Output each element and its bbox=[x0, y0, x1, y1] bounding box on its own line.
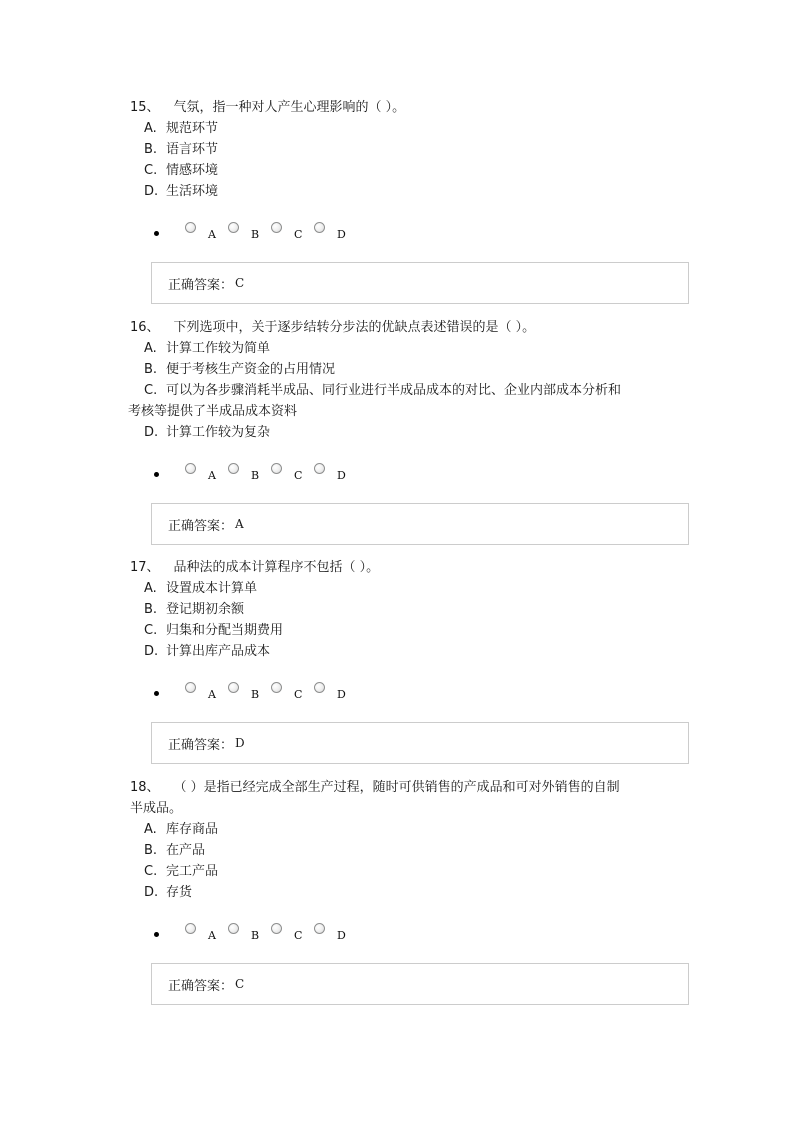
question-16 bbox=[130, 317, 670, 545]
radio-label[interactable]: C bbox=[294, 929, 303, 942]
option-letter: C. bbox=[144, 864, 158, 879]
radio-choice-a[interactable] bbox=[185, 463, 222, 482]
option-d bbox=[130, 181, 670, 202]
option-d bbox=[130, 641, 670, 662]
radio-label[interactable]: C bbox=[294, 228, 303, 241]
radio-label[interactable]: D bbox=[337, 688, 346, 701]
option-text: 语言环节 bbox=[166, 142, 219, 157]
option-c bbox=[130, 620, 670, 641]
option-b bbox=[130, 840, 670, 861]
option-text: 完工产品 bbox=[166, 864, 219, 879]
option-letter: A. bbox=[144, 822, 157, 837]
option-text: 存货 bbox=[166, 885, 193, 900]
option-text: 生活环境 bbox=[166, 184, 219, 199]
question-number: 15、 bbox=[130, 100, 160, 115]
option-letter: B. bbox=[144, 142, 158, 157]
radio-button[interactable] bbox=[314, 682, 325, 693]
radio-button[interactable] bbox=[185, 682, 196, 693]
radio-choice-b[interactable] bbox=[228, 682, 265, 701]
radio-button[interactable] bbox=[314, 463, 325, 474]
option-letter: A. bbox=[144, 581, 157, 596]
option-letter: A. bbox=[144, 121, 157, 136]
radio-choice-d[interactable] bbox=[314, 463, 351, 482]
radio-choice-b[interactable] bbox=[228, 463, 265, 482]
radio-button[interactable] bbox=[228, 923, 239, 934]
correct-answer-value: D bbox=[235, 736, 245, 750]
option-text: 便于考核生产资金的占用情况 bbox=[166, 362, 336, 377]
question-18 bbox=[130, 777, 670, 1005]
option-text: 情感环境 bbox=[166, 163, 219, 178]
option-a bbox=[130, 578, 670, 599]
correct-answer-value: A bbox=[235, 517, 244, 531]
radio-choice-d[interactable] bbox=[314, 222, 351, 241]
option-text: 归集和分配当期费用 bbox=[166, 623, 284, 638]
option-a bbox=[130, 819, 670, 840]
correct-answer-box bbox=[151, 722, 689, 764]
answer-choices bbox=[154, 682, 670, 706]
correct-answer-label: 正确答案： bbox=[168, 737, 234, 753]
option-text: 计算工作较为复杂 bbox=[166, 425, 271, 440]
correct-answer-box bbox=[151, 503, 689, 545]
radio-label[interactable]: D bbox=[337, 929, 346, 942]
radio-choice-a[interactable] bbox=[185, 222, 222, 241]
option-letter: D. bbox=[144, 184, 159, 199]
question-number: 18、 bbox=[130, 780, 160, 795]
option-letter: C. bbox=[144, 163, 158, 178]
radio-label[interactable]: B bbox=[251, 929, 260, 942]
radio-button[interactable] bbox=[271, 682, 282, 693]
radio-button[interactable] bbox=[271, 222, 282, 233]
option-a bbox=[130, 118, 670, 139]
answer-choices bbox=[154, 222, 670, 246]
radio-button[interactable] bbox=[271, 923, 282, 934]
option-text: 规范环节 bbox=[166, 121, 219, 136]
question-stem: （ ）是指已经完成全部生产过程，随时可供销售的产成品和可对外销售的自制 bbox=[173, 780, 620, 795]
option-b bbox=[130, 139, 670, 160]
option-text: 计算出库产品成本 bbox=[166, 644, 271, 659]
question-15 bbox=[130, 97, 670, 304]
radio-choice-a[interactable] bbox=[185, 923, 222, 942]
radio-label[interactable]: A bbox=[208, 688, 216, 701]
radio-choice-a[interactable] bbox=[185, 682, 222, 701]
option-letter: A. bbox=[144, 341, 157, 356]
radio-group bbox=[185, 923, 357, 942]
option-a bbox=[130, 338, 670, 359]
question-number: 17、 bbox=[130, 560, 160, 575]
option-b bbox=[130, 359, 670, 380]
correct-answer-label: 正确答案： bbox=[168, 978, 234, 994]
radio-choice-c[interactable] bbox=[271, 923, 308, 942]
option-letter: B. bbox=[144, 843, 158, 858]
radio-label[interactable]: B bbox=[251, 688, 260, 701]
radio-label[interactable]: D bbox=[337, 469, 346, 482]
radio-button[interactable] bbox=[314, 222, 325, 233]
radio-choice-c[interactable] bbox=[271, 222, 308, 241]
radio-button[interactable] bbox=[271, 463, 282, 474]
correct-answer-box bbox=[151, 963, 689, 1005]
correct-answer-value: C bbox=[235, 977, 245, 991]
option-c-continuation: 考核等提供了半成品成本资料 bbox=[128, 404, 298, 419]
bullet-icon bbox=[154, 691, 159, 696]
question-text bbox=[130, 777, 670, 798]
correct-answer-label: 正确答案： bbox=[168, 518, 234, 534]
bullet-icon bbox=[154, 231, 159, 236]
question-text bbox=[130, 97, 670, 118]
option-d bbox=[130, 882, 670, 903]
question-stem: 下列选项中，关于逐步结转分步法的优缺点表述错误的是（ ）。 bbox=[173, 320, 536, 335]
radio-choice-c[interactable] bbox=[271, 682, 308, 701]
option-text: 库存商品 bbox=[166, 822, 219, 837]
question-text-continuation: 半成品。 bbox=[130, 801, 183, 816]
option-text: 设置成本计算单 bbox=[166, 581, 258, 596]
option-letter: B. bbox=[144, 602, 158, 617]
radio-group bbox=[185, 682, 357, 701]
question-number: 16、 bbox=[130, 320, 160, 335]
option-letter: D. bbox=[144, 425, 159, 440]
radio-button[interactable] bbox=[228, 682, 239, 693]
radio-button[interactable] bbox=[228, 222, 239, 233]
radio-label[interactable]: D bbox=[337, 228, 346, 241]
option-c bbox=[130, 861, 670, 882]
question-17 bbox=[130, 557, 670, 764]
radio-group bbox=[185, 222, 357, 241]
radio-button[interactable] bbox=[228, 463, 239, 474]
radio-label[interactable]: B bbox=[251, 228, 260, 241]
option-text: 计算工作较为简单 bbox=[166, 341, 271, 356]
option-letter: D. bbox=[144, 885, 159, 900]
radio-choice-b[interactable] bbox=[228, 222, 265, 241]
correct-answer-box bbox=[151, 262, 689, 304]
correct-answer-value: C bbox=[235, 276, 245, 290]
radio-button[interactable] bbox=[314, 923, 325, 934]
question-stem: 品种法的成本计算程序不包括（ ）。 bbox=[173, 560, 380, 575]
question-text bbox=[130, 317, 670, 338]
option-text: 在产品 bbox=[166, 843, 206, 858]
radio-label[interactable]: A bbox=[208, 929, 216, 942]
radio-button[interactable] bbox=[185, 923, 196, 934]
answer-choices bbox=[154, 923, 670, 947]
question-text bbox=[130, 557, 670, 578]
option-c bbox=[130, 160, 670, 181]
radio-label[interactable]: A bbox=[208, 228, 216, 241]
radio-choice-b[interactable] bbox=[228, 923, 265, 942]
radio-button[interactable] bbox=[185, 463, 196, 474]
option-letter: C. bbox=[144, 383, 158, 398]
correct-answer-label: 正确答案： bbox=[168, 277, 234, 293]
question-stem: 气氛，指一种对人产生心理影响的（ ）。 bbox=[173, 100, 406, 115]
option-c bbox=[130, 380, 670, 401]
radio-label[interactable]: C bbox=[294, 688, 303, 701]
option-letter: D. bbox=[144, 644, 159, 659]
radio-label[interactable]: C bbox=[294, 469, 303, 482]
bullet-icon bbox=[154, 932, 159, 937]
bullet-icon bbox=[154, 472, 159, 477]
option-b bbox=[130, 599, 670, 620]
option-letter: C. bbox=[144, 623, 158, 638]
radio-label[interactable]: A bbox=[208, 469, 216, 482]
radio-choice-d[interactable] bbox=[314, 682, 351, 701]
radio-button[interactable] bbox=[185, 222, 196, 233]
option-text: 可以为各步骤消耗半成品、同行业进行半成品成本的对比、企业内部成本分析和 bbox=[166, 383, 622, 398]
radio-label[interactable]: B bbox=[251, 469, 260, 482]
radio-choice-d[interactable] bbox=[314, 923, 351, 942]
option-text: 登记期初余额 bbox=[166, 602, 245, 617]
radio-choice-c[interactable] bbox=[271, 463, 308, 482]
radio-group bbox=[185, 463, 357, 482]
answer-choices bbox=[154, 463, 670, 487]
option-letter: B. bbox=[144, 362, 158, 377]
option-d bbox=[130, 422, 670, 443]
